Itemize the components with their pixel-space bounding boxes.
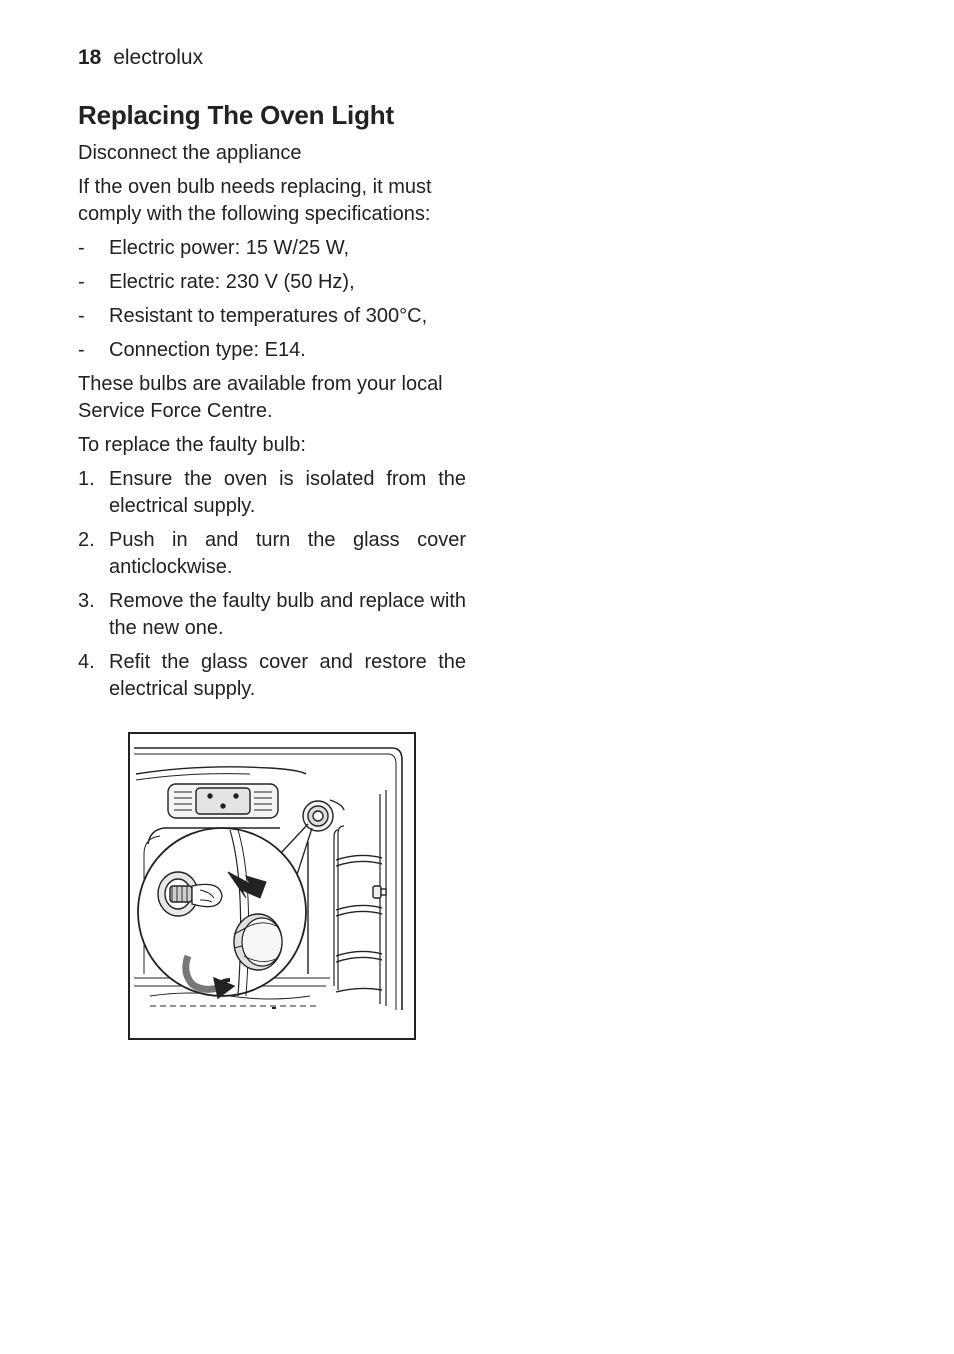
spec-item bbox=[78, 303, 466, 330]
step-number: 4. bbox=[78, 651, 95, 673]
step-item bbox=[78, 466, 466, 520]
section-oven-light bbox=[78, 98, 466, 710]
list-marker: - bbox=[78, 237, 85, 259]
availability-text: These bulbs are available from your local Service Force Centre. bbox=[78, 373, 443, 422]
brand-name: electrolux bbox=[113, 46, 204, 69]
step-number: 1. bbox=[78, 468, 95, 490]
step-text: Ensure the oven is isolated from the electrical supply. bbox=[109, 468, 466, 517]
list-marker: - bbox=[78, 305, 85, 327]
spec-text: Resistant to temperatures of 300°C, bbox=[109, 305, 428, 327]
step-text: Push in and turn the glass cover anticlockwise. bbox=[109, 529, 466, 578]
spec-text: Connection type: E14. bbox=[109, 339, 306, 361]
spec-list bbox=[78, 235, 466, 364]
spec-intro-text: If the oven bulb needs replacing, it must comply with the following specifications: bbox=[78, 176, 432, 225]
oven-light-diagram-icon bbox=[130, 734, 414, 1038]
spec-item bbox=[78, 235, 466, 262]
spec-text: Electric rate: 230 V (50 Hz), bbox=[109, 271, 355, 293]
step-item bbox=[78, 649, 466, 703]
section-title: Replacing The Oven Light bbox=[78, 100, 394, 130]
steps-list bbox=[78, 466, 466, 703]
steps-intro-text: To replace the faulty bulb: bbox=[78, 434, 306, 456]
oven-light-figure bbox=[128, 732, 416, 1040]
step-text: Refit the glass cover and restore the electrical supply. bbox=[109, 651, 466, 700]
page-header bbox=[78, 44, 203, 72]
step-text: Remove the faulty bulb and replace with the new one. bbox=[109, 590, 466, 639]
list-marker: - bbox=[78, 339, 85, 361]
spec-item bbox=[78, 337, 466, 364]
step-number: 2. bbox=[78, 529, 95, 551]
spec-text: Electric power: 15 W/25 W, bbox=[109, 237, 350, 259]
step-item bbox=[78, 527, 466, 581]
step-number: 3. bbox=[78, 590, 95, 612]
step-item bbox=[78, 588, 466, 642]
page-number: 18 bbox=[78, 46, 102, 69]
list-marker: - bbox=[78, 271, 85, 293]
spec-item bbox=[78, 269, 466, 296]
intro-text: Disconnect the appliance bbox=[78, 142, 302, 164]
